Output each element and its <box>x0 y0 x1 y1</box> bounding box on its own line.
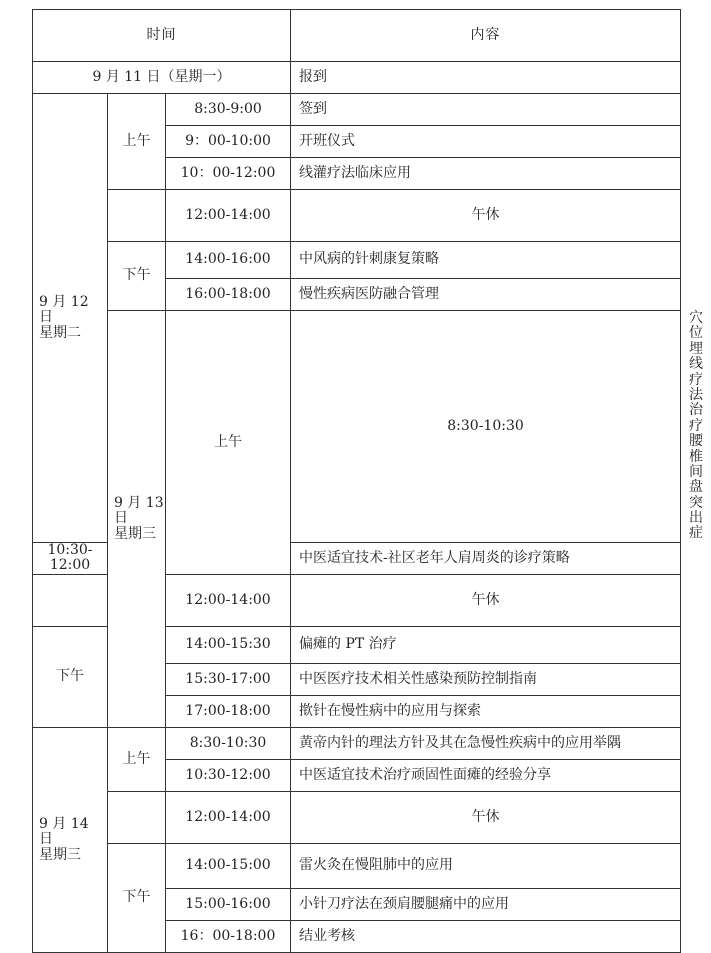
session-time: 14:00-15:00 <box>166 843 291 888</box>
noon-content: 午休 <box>291 190 681 242</box>
table-row <box>33 791 681 843</box>
session-time: 8:30-10:30 <box>291 311 681 543</box>
table-row: 9 月 13 日 星期三 上午 8:30-10:30 穴位埋线疗法治疗腰椎间盘突出症 <box>33 311 681 543</box>
header-content: 内容 <box>291 10 681 62</box>
day-date-cell <box>33 94 108 543</box>
noon-blank <box>108 190 166 242</box>
session-content: 开班仪式 <box>291 126 681 158</box>
noon-content: 午休 <box>291 791 681 843</box>
session-time: 17:00-18:00 <box>166 695 291 727</box>
pm-label: 下午 <box>33 626 108 727</box>
session-content: 中医适宜技术-社区老年人肩周炎的诊疗策略 <box>291 542 681 574</box>
table-row <box>33 94 681 126</box>
session-time: 9：00-10:00 <box>166 126 291 158</box>
day-date-cell <box>33 727 108 952</box>
table-row <box>33 62 681 94</box>
session-time: 14:00-16:00 <box>166 242 291 279</box>
am-label: 上午 <box>166 311 291 575</box>
session-content: 雷火灸在慢阻肺中的应用 <box>291 843 681 888</box>
session-time: 15:30-17:00 <box>166 663 291 695</box>
session-content: 中风病的针刺康复策略 <box>291 242 681 279</box>
session-content: 黄帝内针的理法方针及其在急慢性疾病中的应用举隅 <box>291 727 681 759</box>
session-content: 线灌疗法临床应用 <box>291 158 681 190</box>
schedule-table <box>32 9 704 953</box>
session-content: 偏瘫的 PT 治疗 <box>291 626 681 663</box>
session-time: 16:00-18:00 <box>166 279 291 311</box>
session-content: 小针刀疗法在颈肩腰腿痛中的应用 <box>291 888 681 920</box>
table-row <box>33 242 681 279</box>
day-weekday: 星期三 <box>39 846 81 863</box>
day-weekday: 星期二 <box>39 324 81 341</box>
session-time: 10：00-12:00 <box>166 158 291 190</box>
day-weekday: 星期三 <box>114 525 156 542</box>
day-date: 9 月 14 日 <box>39 815 89 848</box>
noon-blank <box>108 791 166 843</box>
day1-date: 9 月 11 日（星期一） <box>33 62 291 94</box>
am-label: 上午 <box>108 94 166 190</box>
table-row <box>33 190 681 242</box>
session-time: 8:30-10:30 <box>166 727 291 759</box>
day1-content: 报到 <box>291 62 681 94</box>
session-time: 16：00-18:00 <box>166 920 291 952</box>
session-content: 结业考核 <box>291 920 681 952</box>
session-content: 签到 <box>291 94 681 126</box>
noon-content: 午休 <box>291 574 681 626</box>
session-time: 10:30-12:00 <box>33 542 108 574</box>
session-time: 12:00-14:00 <box>166 791 291 843</box>
header-row <box>33 10 681 62</box>
day-date: 9 月 13 日 <box>114 494 164 527</box>
session-time: 14:00-15:30 <box>166 626 291 663</box>
pm-label: 下午 <box>108 242 166 311</box>
day-date-cell <box>108 311 166 728</box>
table-row <box>33 843 681 888</box>
noon-blank <box>33 574 108 626</box>
session-content: 揿针在慢性病中的应用与探索 <box>291 695 681 727</box>
table-row <box>33 727 681 759</box>
session-time: 12:00-14:00 <box>166 574 291 626</box>
header-time: 时间 <box>33 10 291 62</box>
session-time: 12:00-14:00 <box>166 190 291 242</box>
session-time: 15:00-16:00 <box>166 888 291 920</box>
session-content: 中医医疗技术相关性感染预防控制指南 <box>291 663 681 695</box>
session-content: 慢性疾病医防融合管理 <box>291 279 681 311</box>
session-time: 10:30-12:00 <box>166 759 291 791</box>
am-label: 上午 <box>108 727 166 791</box>
day-date: 9 月 12 日 <box>39 293 89 326</box>
session-content: 中医适宜技术治疗顽固性面瘫的经验分享 <box>291 759 681 791</box>
pm-label: 下午 <box>108 843 166 952</box>
session-time: 8:30-9:00 <box>166 94 291 126</box>
